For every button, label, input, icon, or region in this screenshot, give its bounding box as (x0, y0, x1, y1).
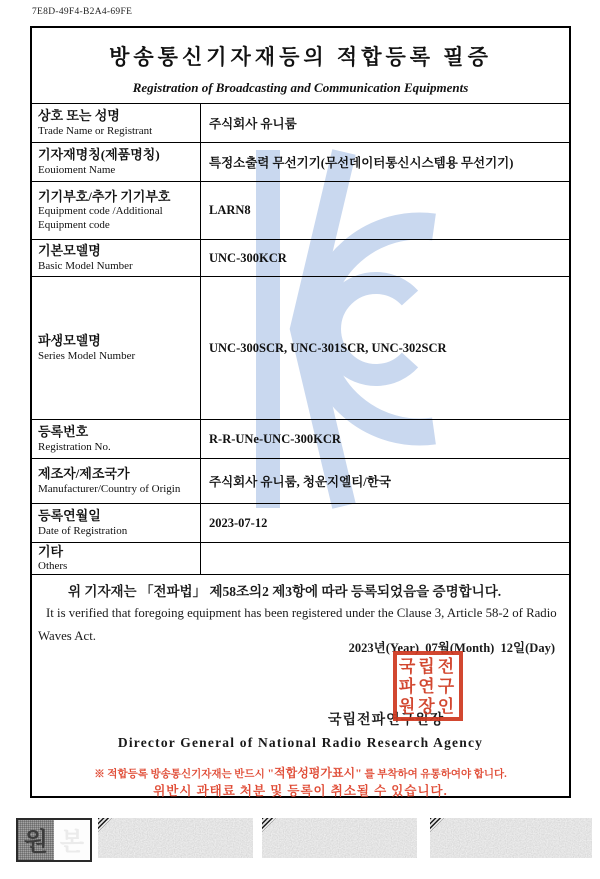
verification-strip (0, 817, 600, 861)
warning-bold-text: "적합성평가표시" (267, 766, 362, 780)
warning-line-1 (32, 764, 569, 781)
label-ko: 제조자/제조국가 (38, 466, 130, 482)
label-ko: 등록연월일 (38, 508, 101, 524)
label-ko: 기자재명칭(제품명칭) (38, 147, 160, 163)
issuer-english: Director General of National Radio Research Agency (117, 735, 484, 750)
label-en: Registration No. (38, 440, 111, 453)
registration-date-line: 2023년(Year) 07월(Month) 12일(Day) (348, 641, 555, 655)
certificate-border-box (30, 26, 571, 798)
label-en: Trade Name or Registrant (38, 124, 153, 137)
label-ko: 등록번호 (38, 424, 89, 440)
label-ko: 기본모델명 (38, 243, 101, 259)
table-row-equipment-code (32, 182, 569, 240)
row-value: 특정소출력 무선기기(무선데이터통신시스템용 무선기기) (209, 156, 514, 170)
statement-english: It is verified that foregoing equipment has been registered under the Clause 3, Article 58-2 of Radio Waves Act. (38, 606, 557, 644)
row-value: 주식회사 유니룸 (209, 117, 297, 131)
seal-row: 원장인 (398, 696, 458, 716)
certification-statement-section (32, 575, 569, 802)
row-value: UNC-300KCR (209, 250, 287, 265)
row-label (32, 420, 201, 458)
original-stamp-left-char: 원 (18, 820, 54, 860)
statement-korean: 위 기자재는 「전파법」 제58조의2 제3항에 따라 등록되었음을 증명합니다. (68, 584, 502, 599)
seal-row: 파연구 (398, 676, 458, 696)
label-en: Equipment code /Additional Equipment code (38, 205, 163, 231)
label-ko: 파생모델명 (38, 333, 101, 349)
label-en: Series Model Number (38, 349, 136, 362)
label-en: Basic Model Number (38, 259, 133, 272)
row-label (32, 240, 201, 276)
row-label (32, 543, 201, 574)
row-label (32, 504, 201, 542)
row-value (201, 543, 569, 574)
row-value: R-R-UNe-UNC-300KCR (209, 431, 341, 446)
table-row-basic-model (32, 240, 569, 277)
certificate-title: 방송통신기자재등의 적합등록 필증 (109, 45, 492, 69)
copy-protection-pattern (262, 818, 417, 858)
row-value: 주식회사 유니룸, 청운지엘티/한국 (209, 475, 391, 489)
table-row-registration-date (32, 504, 569, 543)
row-value: UNC-300SCR, UNC-301SCR, UNC-302SCR (209, 340, 447, 355)
certificate-subtitle: Registration of Broadcasting and Communication Equipments (132, 80, 469, 95)
row-label (32, 104, 201, 142)
table-row-others (32, 543, 569, 575)
copy-protection-pattern (98, 818, 253, 858)
official-seal (393, 651, 463, 721)
original-stamp-right-char: 본 (54, 820, 90, 860)
table-row-trade-name (32, 104, 569, 143)
label-ko: 기기부호/추가 기기부호 (38, 189, 171, 205)
seal-row: 국립전 (398, 656, 458, 676)
table-row-registration-no (32, 420, 569, 459)
copy-protection-pattern (430, 818, 592, 858)
row-label (32, 459, 201, 503)
registration-table (32, 103, 569, 575)
label-en: Eouioment Name (38, 163, 116, 176)
warning-text: ※ 적합등록 방송통신기자재는 반드시 (94, 769, 268, 780)
table-row-manufacturer (32, 459, 569, 504)
row-label (32, 277, 201, 419)
label-en: Date of Registration (38, 524, 128, 537)
label-en: Manufacturer/Country of Origin (38, 482, 181, 495)
table-row-series-model (32, 277, 569, 420)
warning-line-2: 위반시 과태료 처분 및 등록이 취소될 수 있습니다. (153, 784, 448, 798)
issuer-korean: 국립전파연구원장 (328, 713, 445, 728)
row-label (32, 143, 201, 181)
row-label (32, 182, 201, 239)
label-ko: 상호 또는 성명 (38, 108, 120, 124)
certificate-header (32, 28, 569, 103)
label-ko: 기타 (38, 543, 64, 559)
original-stamp (16, 818, 92, 862)
label-en: Others (38, 560, 68, 573)
row-value: 2023-07-12 (209, 515, 268, 530)
warning-text: 를 부착하여 유통하여야 합니다. (361, 769, 507, 780)
document-code: 7E8D-49F4-B2A4-69FE (32, 7, 133, 17)
table-row-equipment-name (32, 143, 569, 182)
row-value: LARN8 (209, 203, 251, 217)
